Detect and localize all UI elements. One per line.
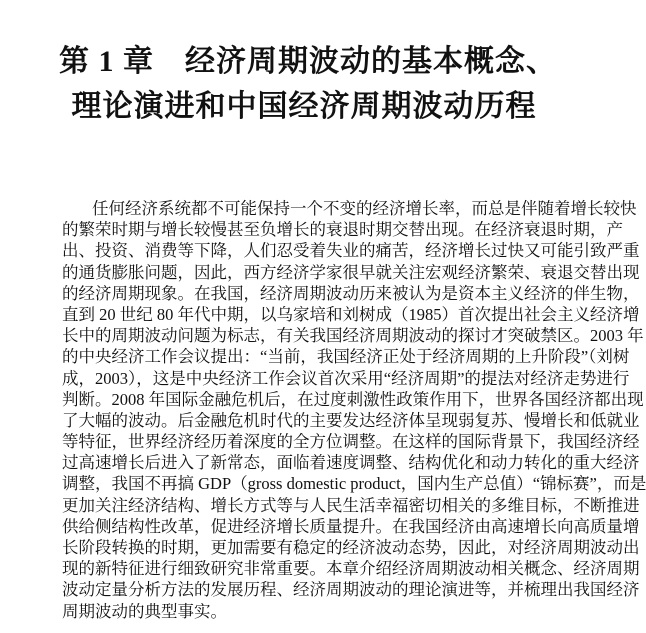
paragraph-line: 过高速增长后进入了新常态，面临着速度调整、结构优化和动力转化的重大经济 (62, 453, 640, 473)
paragraph-line: 调整，我国不再搞 GDP（gross domestic product，国内生产总值）“锦标赛”，而是 (62, 474, 646, 494)
paragraph-line: 出、投资、消费等下降，人们忍受着失业的痛苦，经济增长过快又可能引致严重 (62, 241, 640, 261)
paragraph-line: 判断。2008 年国际金融危机后，在过度刺激性政策作用下，世界各国经济都出现 (62, 389, 644, 409)
paragraph-line: 供给侧结构性改革，促进经济增长质量提升。在我国经济由高速增长向高质量增 (62, 516, 640, 536)
chapter-intro-paragraph (62, 198, 646, 622)
paragraph-line: 的经济周期现象。在我国，经济周期波动历来被认为是资本主义经济的伴生物， (62, 283, 640, 303)
paragraph-line: 等特征，世界经济经历着深度的全方位调整。在这样的国际背景下，我国经济经 (62, 432, 640, 452)
paragraph-line: 的通货膨胀问题，因此，西方经济学家很早就关注宏观经济繁荣、衰退交替出现 (62, 262, 640, 282)
paragraph-line: 长阶段转换的时期，更加需要有稳定的经济波动态势，因此，对经济周期波动出 (62, 538, 640, 557)
paragraph-line: 成，2003），这是中央经济工作会议首次采用“经济周期”的提法对经济走势进行 (62, 368, 630, 388)
paragraph-line: 任何经济系统都不可能保持一个不变的经济增长率，而总是伴随着增长较快 (92, 199, 637, 218)
paragraph-line: 长中的周期波动问题为标志，有关我国经济周期波动的探讨才突破禁区。2003 年 (62, 326, 644, 346)
chapter-title-line-1: 第 1 章 经济周期波动的基本概念、 (59, 45, 557, 78)
paragraph-line: 波动定量分析方法的发展历程、经济周期波动的理论演进等，并梳理出我国经济 (62, 580, 640, 600)
paragraph-line: 周期波动的典型事实。 (62, 601, 227, 621)
chapter-title-line-2: 理论演进和中国经济周期波动历程 (71, 90, 537, 123)
paragraph-line: 的中央经济工作会议提出：“当前，我国经济正处于经济周期的上升阶段”（刘树 (62, 347, 630, 367)
paragraph-line: 直到 20 世纪 80 年代中期，以乌家培和刘树成（1985）首次提出社会主义经济增 (62, 304, 640, 324)
paragraph-line: 了大幅的波动。后金融危机时代的主要发达经济体呈现弱复苏、慢增长和低就业 (62, 410, 640, 430)
paragraph-line: 现的新特征进行细致研究非常重要。本章介绍经济周期波动相关概念、经济周期 (62, 559, 640, 579)
paragraph-line: 更加关注经济结构、增长方式等与人民生活幸福密切相关的多维目标，不断推进 (62, 495, 640, 515)
paragraph-line: 的繁荣时期与增长较慢甚至负增长的衰退时期交替出现。在经济衰退时期，产 (62, 220, 623, 240)
